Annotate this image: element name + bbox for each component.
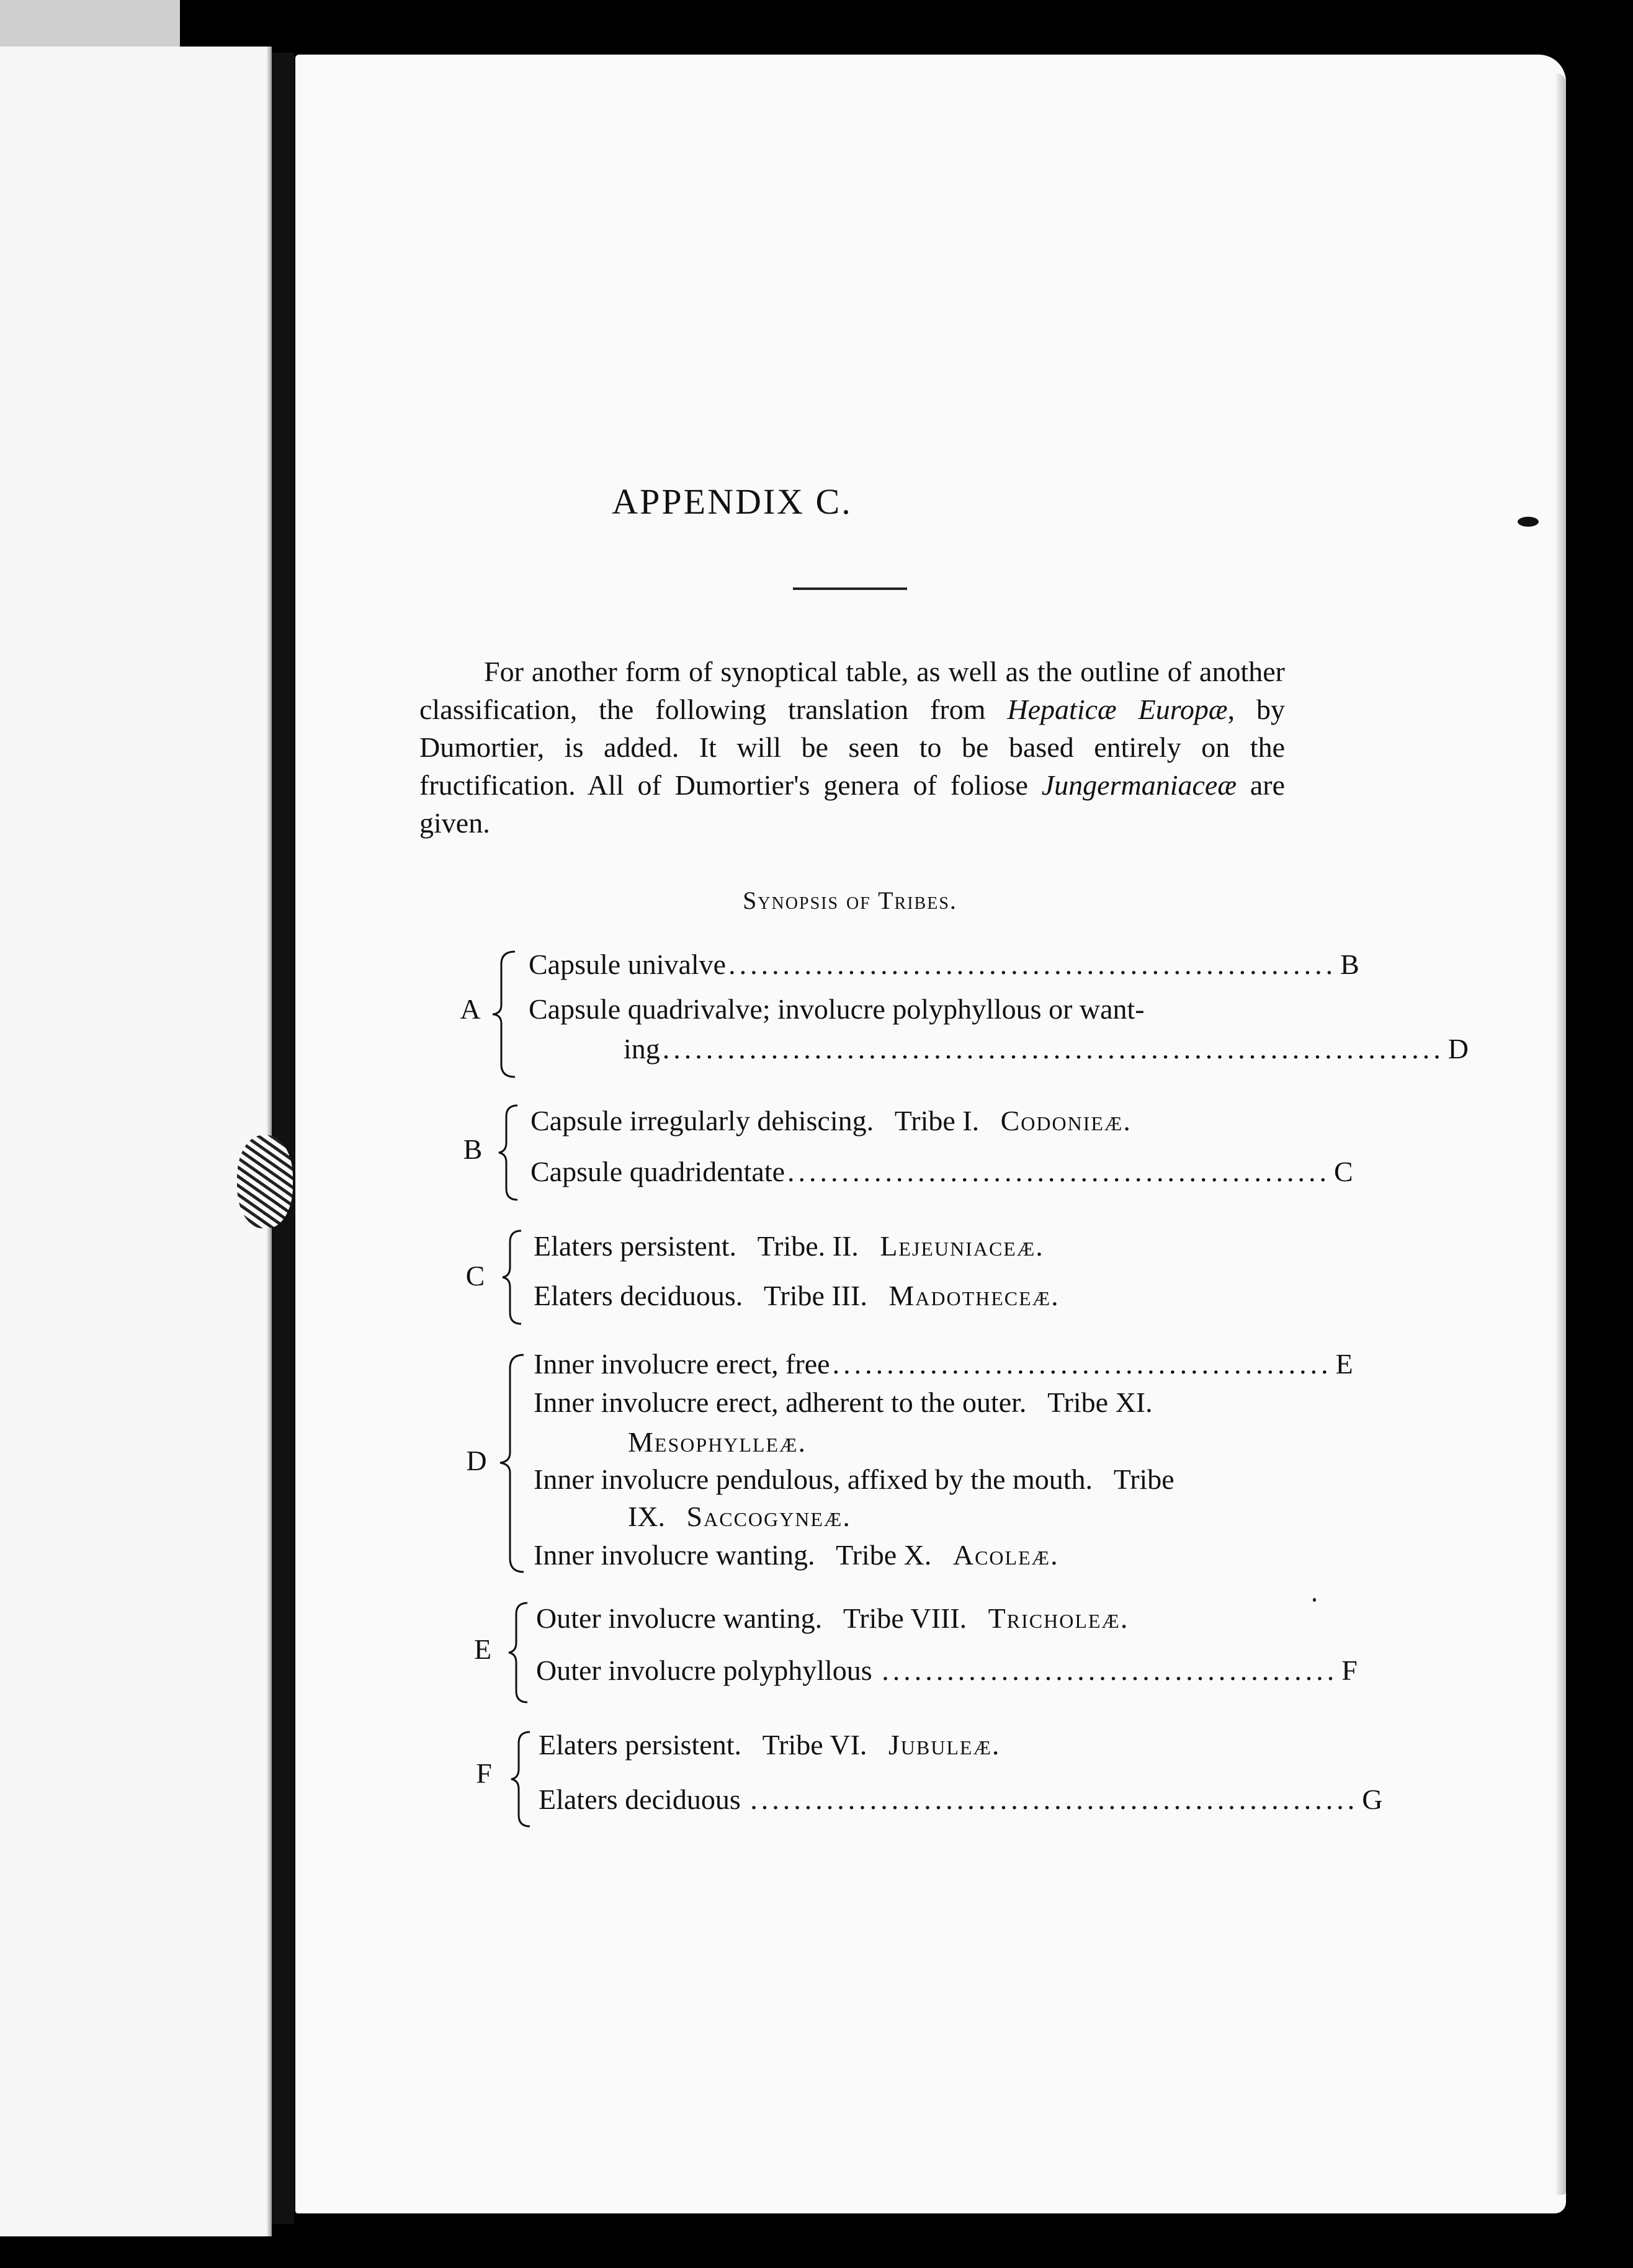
tribe-name: Jubuleæ. [888,1729,1001,1761]
entry [534,1279,1060,1312]
entry-ref: C [1334,1156,1353,1187]
intro-italic-hepaticae: Hepaticæ Europæ [1007,694,1228,725]
appendix-heading: APPENDIX C. [612,481,852,522]
dot-leader: .............................................. [832,1348,1332,1380]
entry [534,1463,1174,1496]
entry-text: Capsule univalve [529,949,727,980]
entry [628,1500,851,1533]
entry-ref: G [1362,1784,1383,1815]
entry [536,1654,1358,1687]
group-label: E [473,1633,492,1665]
left-page-blank [0,47,272,2236]
entry-text: Capsule quadrivalve; involucre polyphyllous or want- [529,993,1145,1025]
entry [529,993,1145,1025]
entry [539,1783,1383,1816]
entry-text: Inner involucre pendulous, affixed by the mouth. Tribe [534,1463,1174,1495]
entry-text: Capsule quadridentate [530,1156,785,1187]
brace [509,1730,537,1829]
entry-text: ing [624,1033,660,1065]
entry [529,948,1359,981]
entry-ref: E [1335,1348,1353,1380]
entry-text: IX. [628,1501,687,1532]
tribe-name: Lejeuniaceæ. [880,1230,1044,1262]
brace [496,1352,530,1576]
entry [628,1426,807,1458]
group-label: B [463,1133,483,1165]
dot-leader: .......................................... [882,1654,1338,1686]
brace [496,1103,525,1202]
intro-paragraph [419,653,1285,842]
entry [534,1386,1153,1419]
entry [624,1032,1469,1065]
intro-text-1: For another form of synoptical table, as well as the outline of another classification, the following translation from [419,656,1285,725]
group-label: C [465,1260,485,1292]
brace [506,1601,535,1705]
entry-text: Outer involucre polyphyllous [536,1654,880,1686]
scan-speck [1313,1598,1316,1602]
dot-leader: ........................................................................ [662,1033,1444,1065]
entry-text: Elaters deciduous [539,1784,748,1815]
entry [534,1347,1353,1380]
entry-text: Elaters persistent. Tribe VI. [539,1729,888,1761]
entry-text: Capsule irregularly dehiscing. Tribe I. [530,1105,1001,1136]
entry [534,1538,1059,1571]
entry-ref: B [1340,949,1359,980]
tribe-name: Acoleæ. [952,1539,1059,1571]
brace [500,1228,529,1326]
tribe-name: Codonieæ. [1000,1105,1132,1136]
entry-ref: D [1447,1033,1469,1065]
heading-rule [793,587,907,590]
brace [490,949,521,1079]
entry [534,1230,1044,1262]
intro-italic-jungermaniaceae: Jungermaniaceæ [1041,769,1237,801]
binding-thread [237,1135,293,1228]
scan-speck [1518,517,1539,527]
dot-leader: ........................................................ [750,1784,1359,1815]
tribe-name: Mesophylleæ. [628,1426,807,1458]
entry-text: Inner involucre wanting. Tribe X. [534,1539,953,1571]
entry [539,1728,1000,1761]
dot-leader: .................................................. [787,1156,1331,1187]
tribe-name: Tricholeæ. [988,1602,1129,1634]
entry [536,1602,1129,1635]
intro-text-3: are given. [419,769,1285,839]
entry [530,1155,1353,1188]
tribe-name: Madotheceæ. [888,1280,1060,1311]
group-label: D [466,1445,487,1476]
synopsis-heading: Synopsis of Tribes. [743,886,957,914]
entry-ref: F [1341,1654,1358,1686]
tribe-name: Saccogyneæ. [686,1501,851,1532]
entry-text: Elaters persistent. Tribe. II. [534,1230,880,1262]
entry-text: Inner involucre erect, adherent to the outer. Tribe XI. [534,1386,1153,1418]
entry-text: Inner involucre erect, free [534,1348,830,1380]
entry [530,1104,1132,1137]
group-label: A [460,993,481,1025]
dot-leader: ........................................................ [728,949,1337,980]
group-label: F [476,1757,492,1789]
entry-text: Elaters deciduous. Tribe III. [534,1280,889,1311]
entry-text: Outer involucre wanting. Tribe VIII. [536,1602,988,1634]
intro-text-2: , by Dumortier, is added. It will be seen to be based entirely on the fructification. All of Dumortier's genera of foliose [419,694,1286,801]
